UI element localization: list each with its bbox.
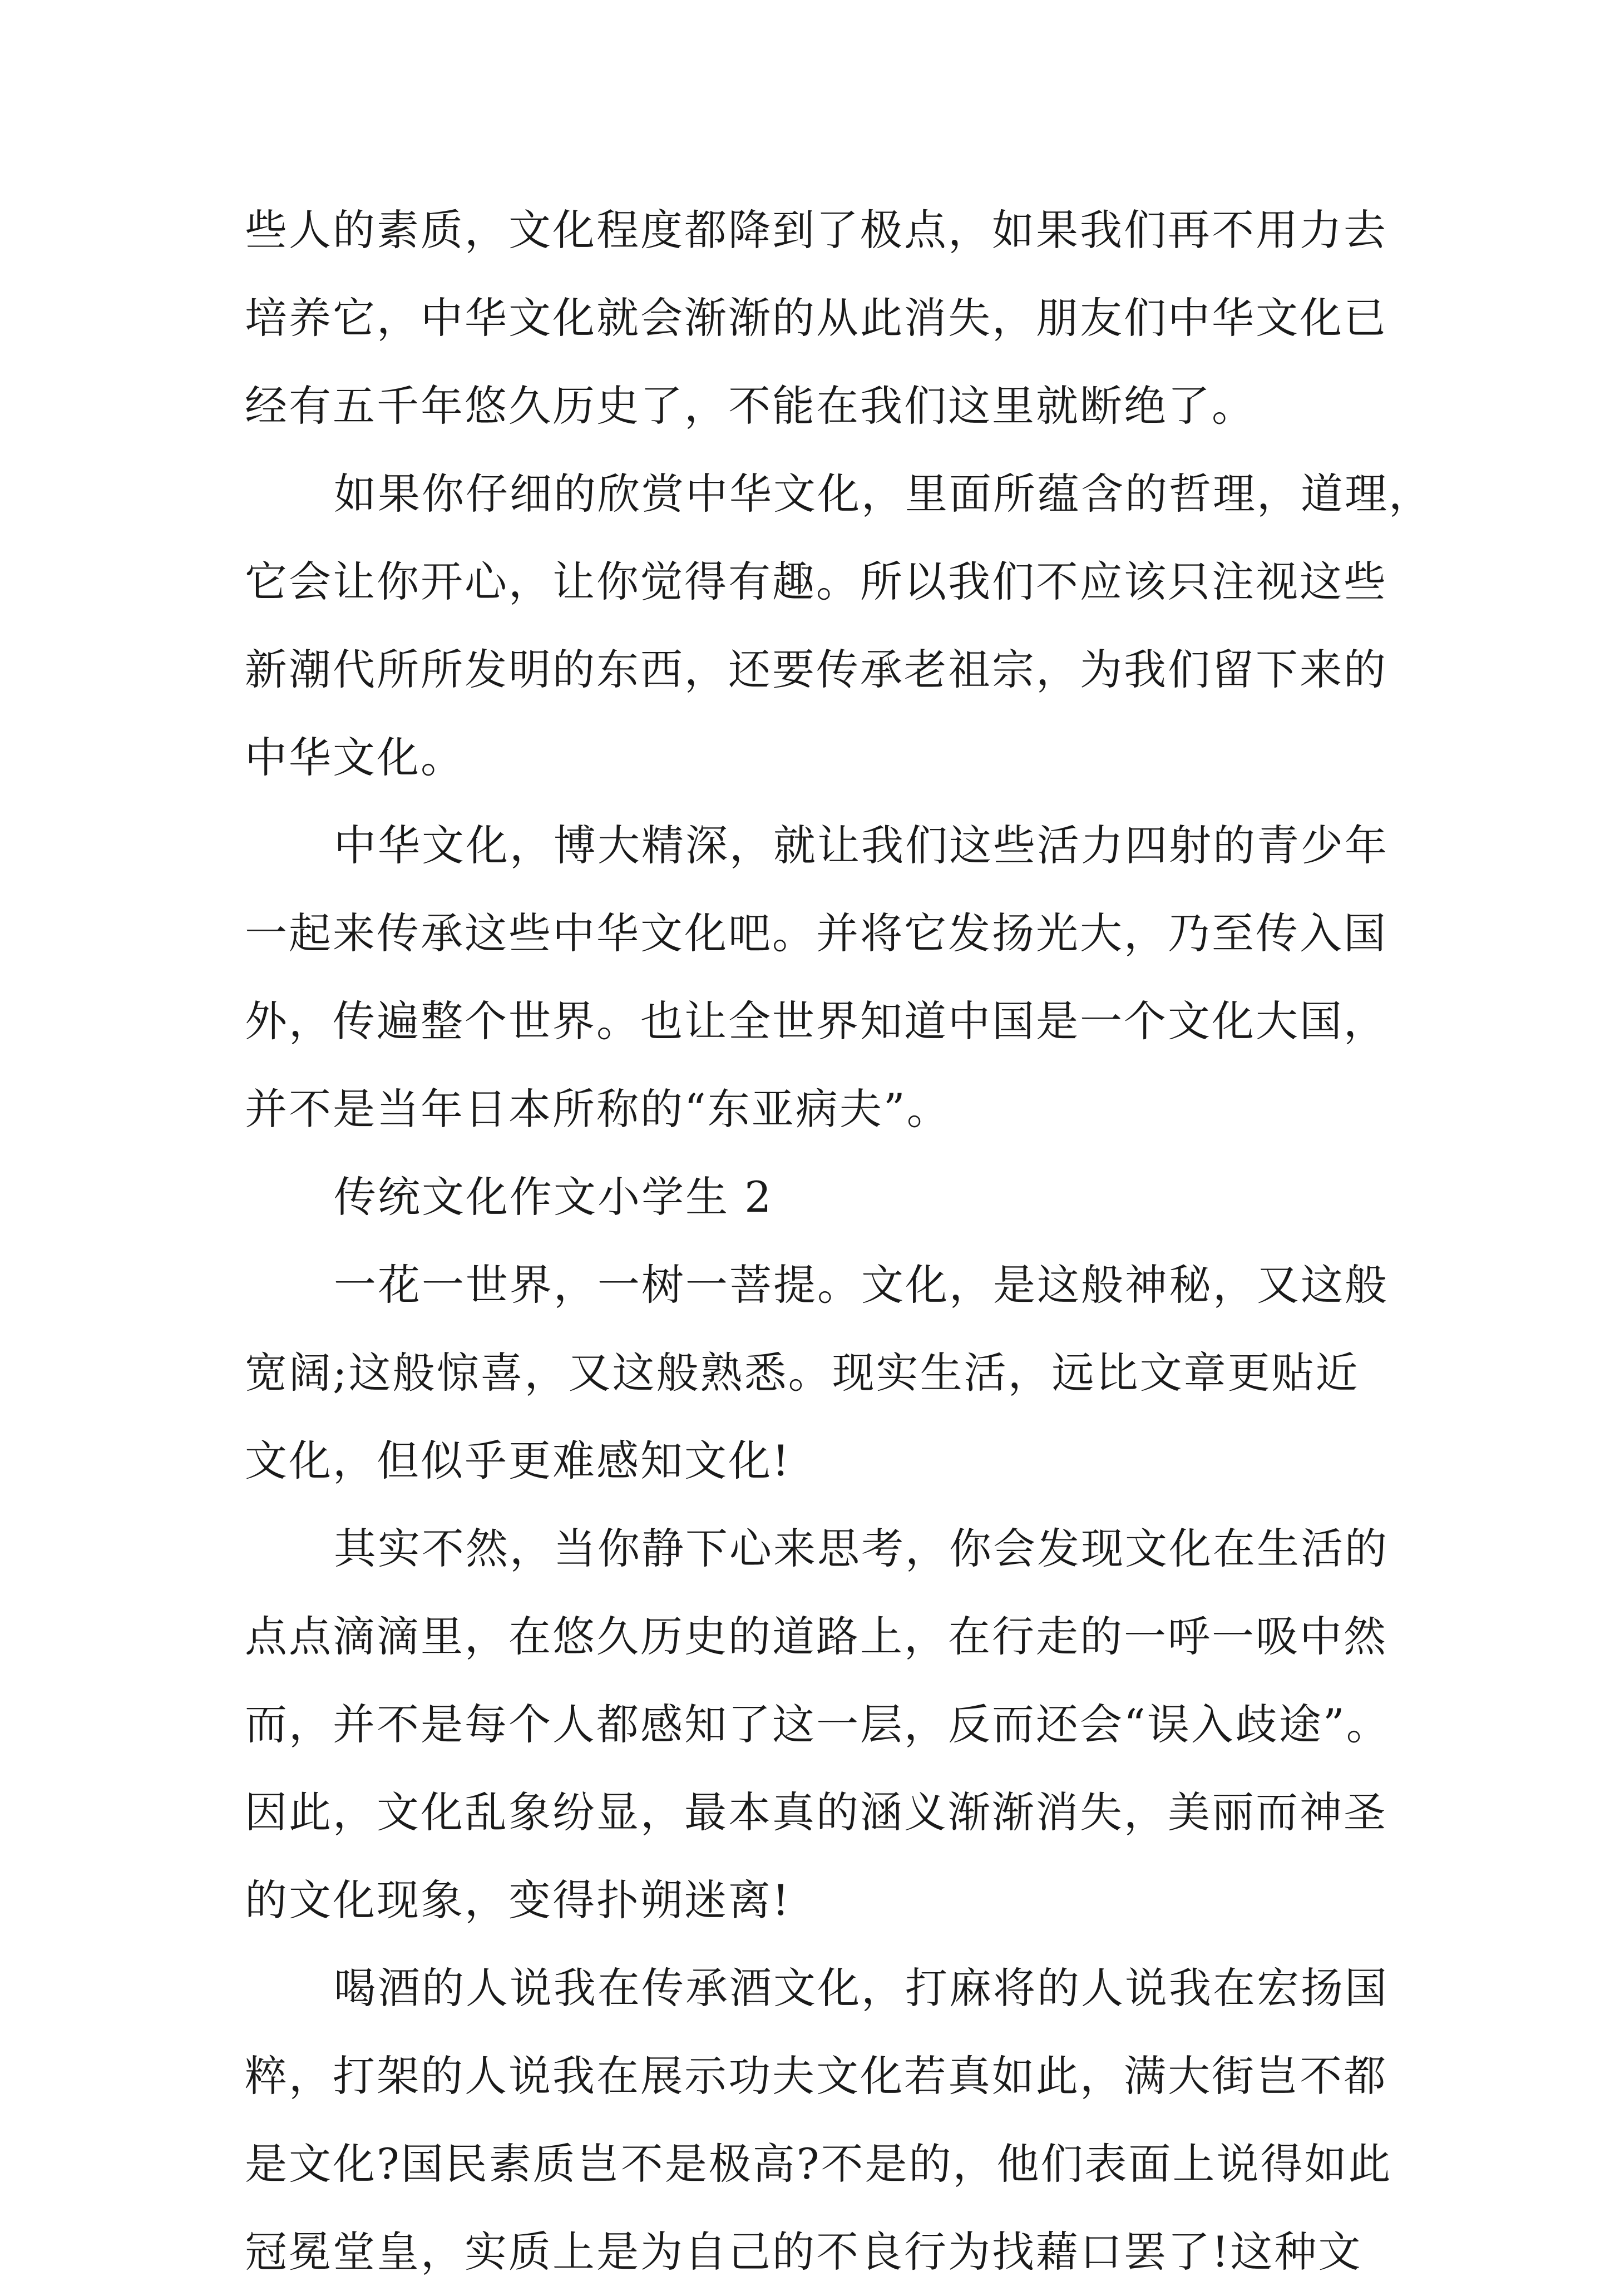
text-line: 些人的素质，文化程度都降到了极点，如果我们再不用力去	[245, 205, 1387, 255]
text-line: 新潮代所所发明的东西，还要传承老祖宗，为我们留下来的	[245, 645, 1387, 694]
paragraph	[245, 1241, 1402, 1505]
text-line: 的文化现象，变得扑朔迷离!	[245, 1875, 791, 1925]
text-line: 中华文化，博大精深，就让我们这些活力四射的青少年	[334, 821, 1389, 870]
text-line: 点点滴滴里，在悠久历史的道路上，在行走的一呼一吸中然	[245, 1612, 1387, 1661]
text-line: 文化，但似乎更难感知文化!	[245, 1436, 791, 1485]
text-line: 外，传遍整个世界。也让全世界知道中国是一个文化大国，	[245, 996, 1387, 1046]
text-line: 其实不然，当你静下心来思考，你会发现文化在生活的	[334, 1524, 1389, 1573]
text-line: 是文化?国民素质岂不是极高?不是的，他们表面上说得如此	[245, 2139, 1392, 2189]
text-line: 培养它，中华文化就会渐渐的从此消失，朋友们中华文化已	[245, 293, 1387, 343]
text-line: 冠冕堂皇，实质上是为自己的不良行为找藉口罢了!这种文	[245, 2227, 1362, 2277]
text-line: 它会让你开心，让你觉得有趣。所以我们不应该只注视这些	[245, 557, 1387, 606]
text-line: 宽阔;这般惊喜，又这般熟悉。现实生活，远比文章更贴近	[245, 1348, 1360, 1398]
text-line: 一起来传承这些中华文化吧。并将它发扬光大，乃至传入国	[245, 908, 1387, 958]
text-line: 而，并不是每个人都感知了这一层，反而还会“误入歧途”。	[245, 1700, 1390, 1749]
text-line: 一花一世界，一树一菩提。文化，是这般神秘，又这般	[334, 1260, 1389, 1310]
text-line: 喝酒的人说我在传承酒文化，打麻将的人说我在宏扬国	[334, 1963, 1389, 2013]
text-line: 中华文化。	[245, 733, 465, 782]
document-body	[245, 186, 1433, 2296]
text-line: 传统文化作文小学生 2	[334, 1172, 773, 1222]
paragraph	[245, 1505, 1402, 1944]
paragraph	[245, 1153, 1402, 1241]
text-line: 并不是当年日本所称的“东亚病夫”。	[245, 1084, 951, 1134]
text-line: 粹，打架的人说我在展示功夫文化若真如此，满大街岂不都	[245, 2051, 1387, 2101]
paragraph	[245, 1944, 1402, 2296]
paragraph	[245, 186, 1402, 450]
paragraph	[245, 450, 1433, 802]
paragraph	[245, 802, 1402, 1153]
text-line: 经有五千年悠久历史了，不能在我们这里就断绝了。	[245, 381, 1256, 431]
text-line: 因此，文化乱象纷显，最本真的涵义渐渐消失，美丽而神圣	[245, 1788, 1387, 1837]
text-line: 如果你仔细的欣赏中华文化，里面所蕴含的哲理，道理，	[334, 469, 1433, 519]
